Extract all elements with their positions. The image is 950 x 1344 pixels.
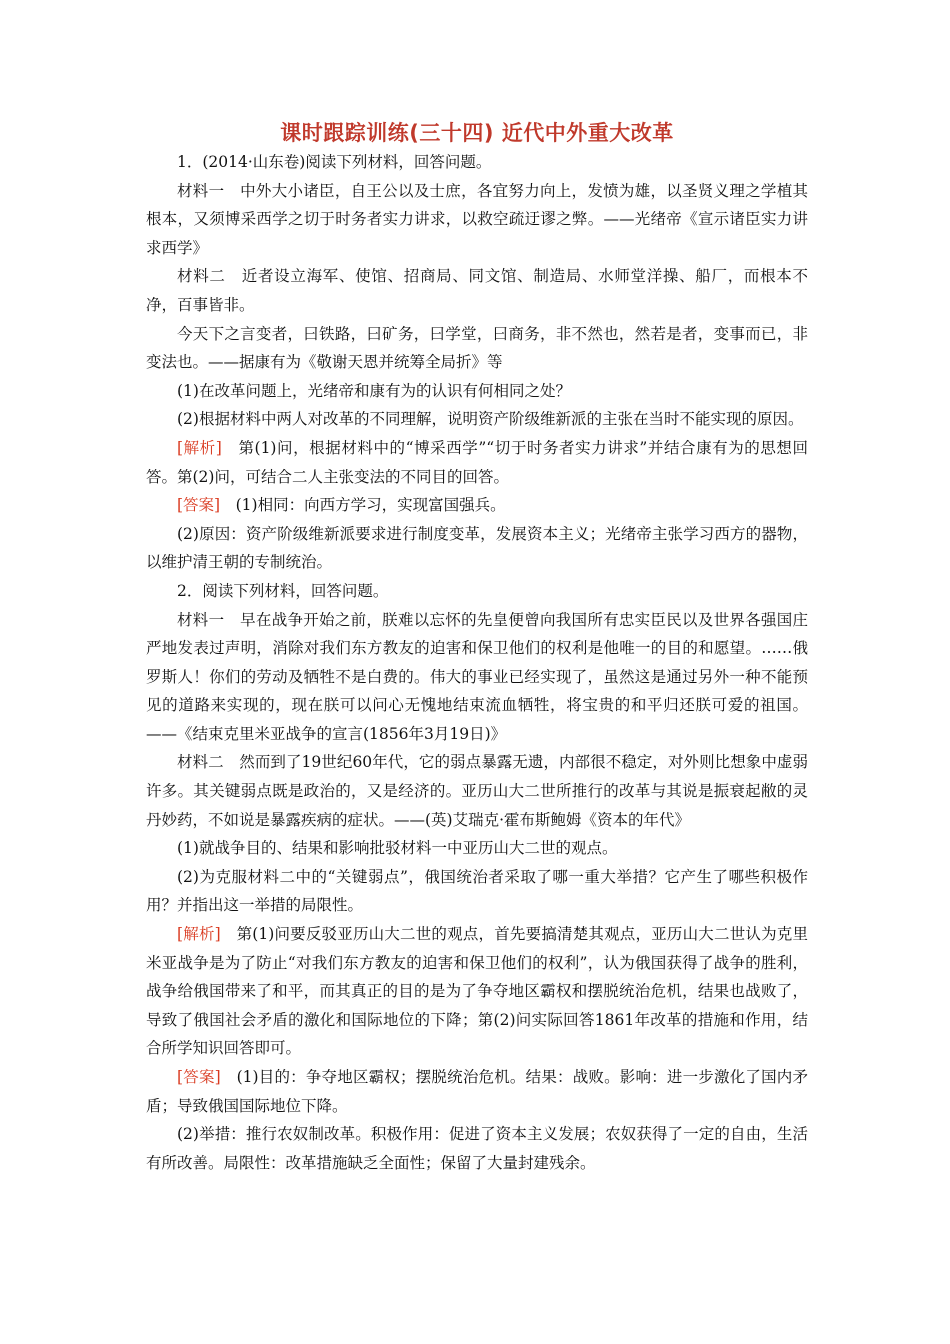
q1-material-2b: 今天下之言变者，曰铁路，曰矿务，曰学堂，曰商务，非不然也，然若是者，变事而已，非变法也。——据康有为《敬谢天恩并统筹全局折》等 xyxy=(146,324,808,372)
answer-tag: [答案] xyxy=(177,1068,221,1086)
q1-subquestion-2: (2)根据材料中两人对改革的不同理解，说明资产阶级维新派的主张在当时不能实现的原因。 xyxy=(177,410,804,429)
q1-answer-2: (2)原因：资产阶级维新派要求进行制度变革，发展资本主义；光绪帝主张学习西方的器物，以维护清王朝的专制统治。 xyxy=(146,524,808,572)
q2-analysis-text: 第(1)问要反驳亚历山大二世的观点，首先要搞清楚其观点，亚历山大二世认为克里米亚战争是为了防止“对我们东方教友的迫害和保卫他们的权利”，认为俄国获得了战争的胜利，战争给俄国带来了和平，而其真正的目的是为了争夺地区霸权和摆脱统治危机，结果也战败了，导致了俄国社会矛盾的激化和国际地位的下降；第(2)问实际回答1861年改革的措施和作用，结合所学知识回答即可。 xyxy=(146,925,808,1058)
q1-material-2a: 材料二 近者设立海军、使馆、招商局、同文馆、制造局、水师堂洋操、船厂，而根本不净，百事皆非。 xyxy=(146,267,808,314)
q1-subquestion-1: (1)在改革问题上，光绪帝和康有为的认识有何相同之处？ xyxy=(177,381,571,400)
q2-answer-2: (2)举措：推行农奴制改革。积极作用：促进了资本主义发展；农奴获得了一定的自由，生活有所改善。局限性：改革措施缺乏全面性；保留了大量封建残余。 xyxy=(146,1125,808,1172)
q1-answer-text-1: (1)相同：向西方学习，实现富国强兵。 xyxy=(220,496,506,515)
answer-tag: [答案] xyxy=(177,496,221,515)
q2-material-1: 材料一 早在战争开始之前，朕难以忘怀的先皇便曾向我国所有忠实臣民以及世界各强国庄严地发表过声明，消除对我们东方教友的迫害和保卫他们的权利是他唯一的目的和愿望。……俄罗斯人！你们的劳动及牺牲不是白费的。伟大的事业已经实现了，虽然这是通过另外一种不能预见的道路来实现的，现在朕可以问心无愧地结束流血牺牲，将宝贵的和平归还朕可爱的祖国。——《结束克里米亚战争的宣言(1856年3月19日)》 xyxy=(146,610,808,743)
analysis-tag: [解析] xyxy=(177,438,222,457)
q1-analysis-text: 第(1)问，根据材料中的“博采西学”“切于时务者实力讲求”并结合康有为的思想回答。第(2)问，可结合二人主张变法的不同目的回答。 xyxy=(146,438,808,486)
document-page xyxy=(146,118,808,1177)
q1-material-1: 材料一 中外大小诸臣，自王公以及士庶，各宜努力向上，发愤为雄，以圣贤义理之学植其根本，又须博采西学之切于时务者实力讲求，以救空疏迂谬之弊。——光绪帝《宣示诸臣实力讲求西学》 xyxy=(146,181,808,257)
q2-stem: 2．阅读下列材料，回答问题。 xyxy=(177,581,389,600)
q2-answer xyxy=(146,1063,808,1120)
page-title: 课时跟踪训练(三十四) 近代中外重大改革 xyxy=(280,121,674,145)
q1-answer xyxy=(146,491,808,520)
q1-stem: 1．(2014·山东卷)阅读下列材料，回答问题。 xyxy=(177,153,492,171)
q1-analysis xyxy=(146,434,808,491)
q2-subquestion-1: (1)就战争目的、结果和影响批驳材料一中亚历山大二世的观点。 xyxy=(177,839,618,858)
analysis-tag: [解析] xyxy=(177,925,221,944)
q2-material-2: 材料二 然而到了19世纪60年代，它的弱点暴露无遗，内部很不稳定，对外则比想象中虚弱许多。其关键弱点既是政治的，又是经济的。亚历山大二世所推行的改革与其说是振衰起敝的灵丹妙药，不如说是暴露疾病的症状。——(英)艾瑞克·霍布斯鲍姆《资本的年代》 xyxy=(146,753,808,829)
q2-analysis xyxy=(146,920,808,1063)
q2-subquestion-2: (2)为克服材料二中的“关键弱点”，俄国统治者采取了哪一重大举措？它产生了哪些积极作用？并指出这一举措的局限性。 xyxy=(146,867,808,915)
q2-answer-text-1: (1)目的：争夺地区霸权；摆脱统治危机。结果：战败。影响：进一步激化了国内矛盾；导致俄国国际地位下降。 xyxy=(146,1068,808,1115)
